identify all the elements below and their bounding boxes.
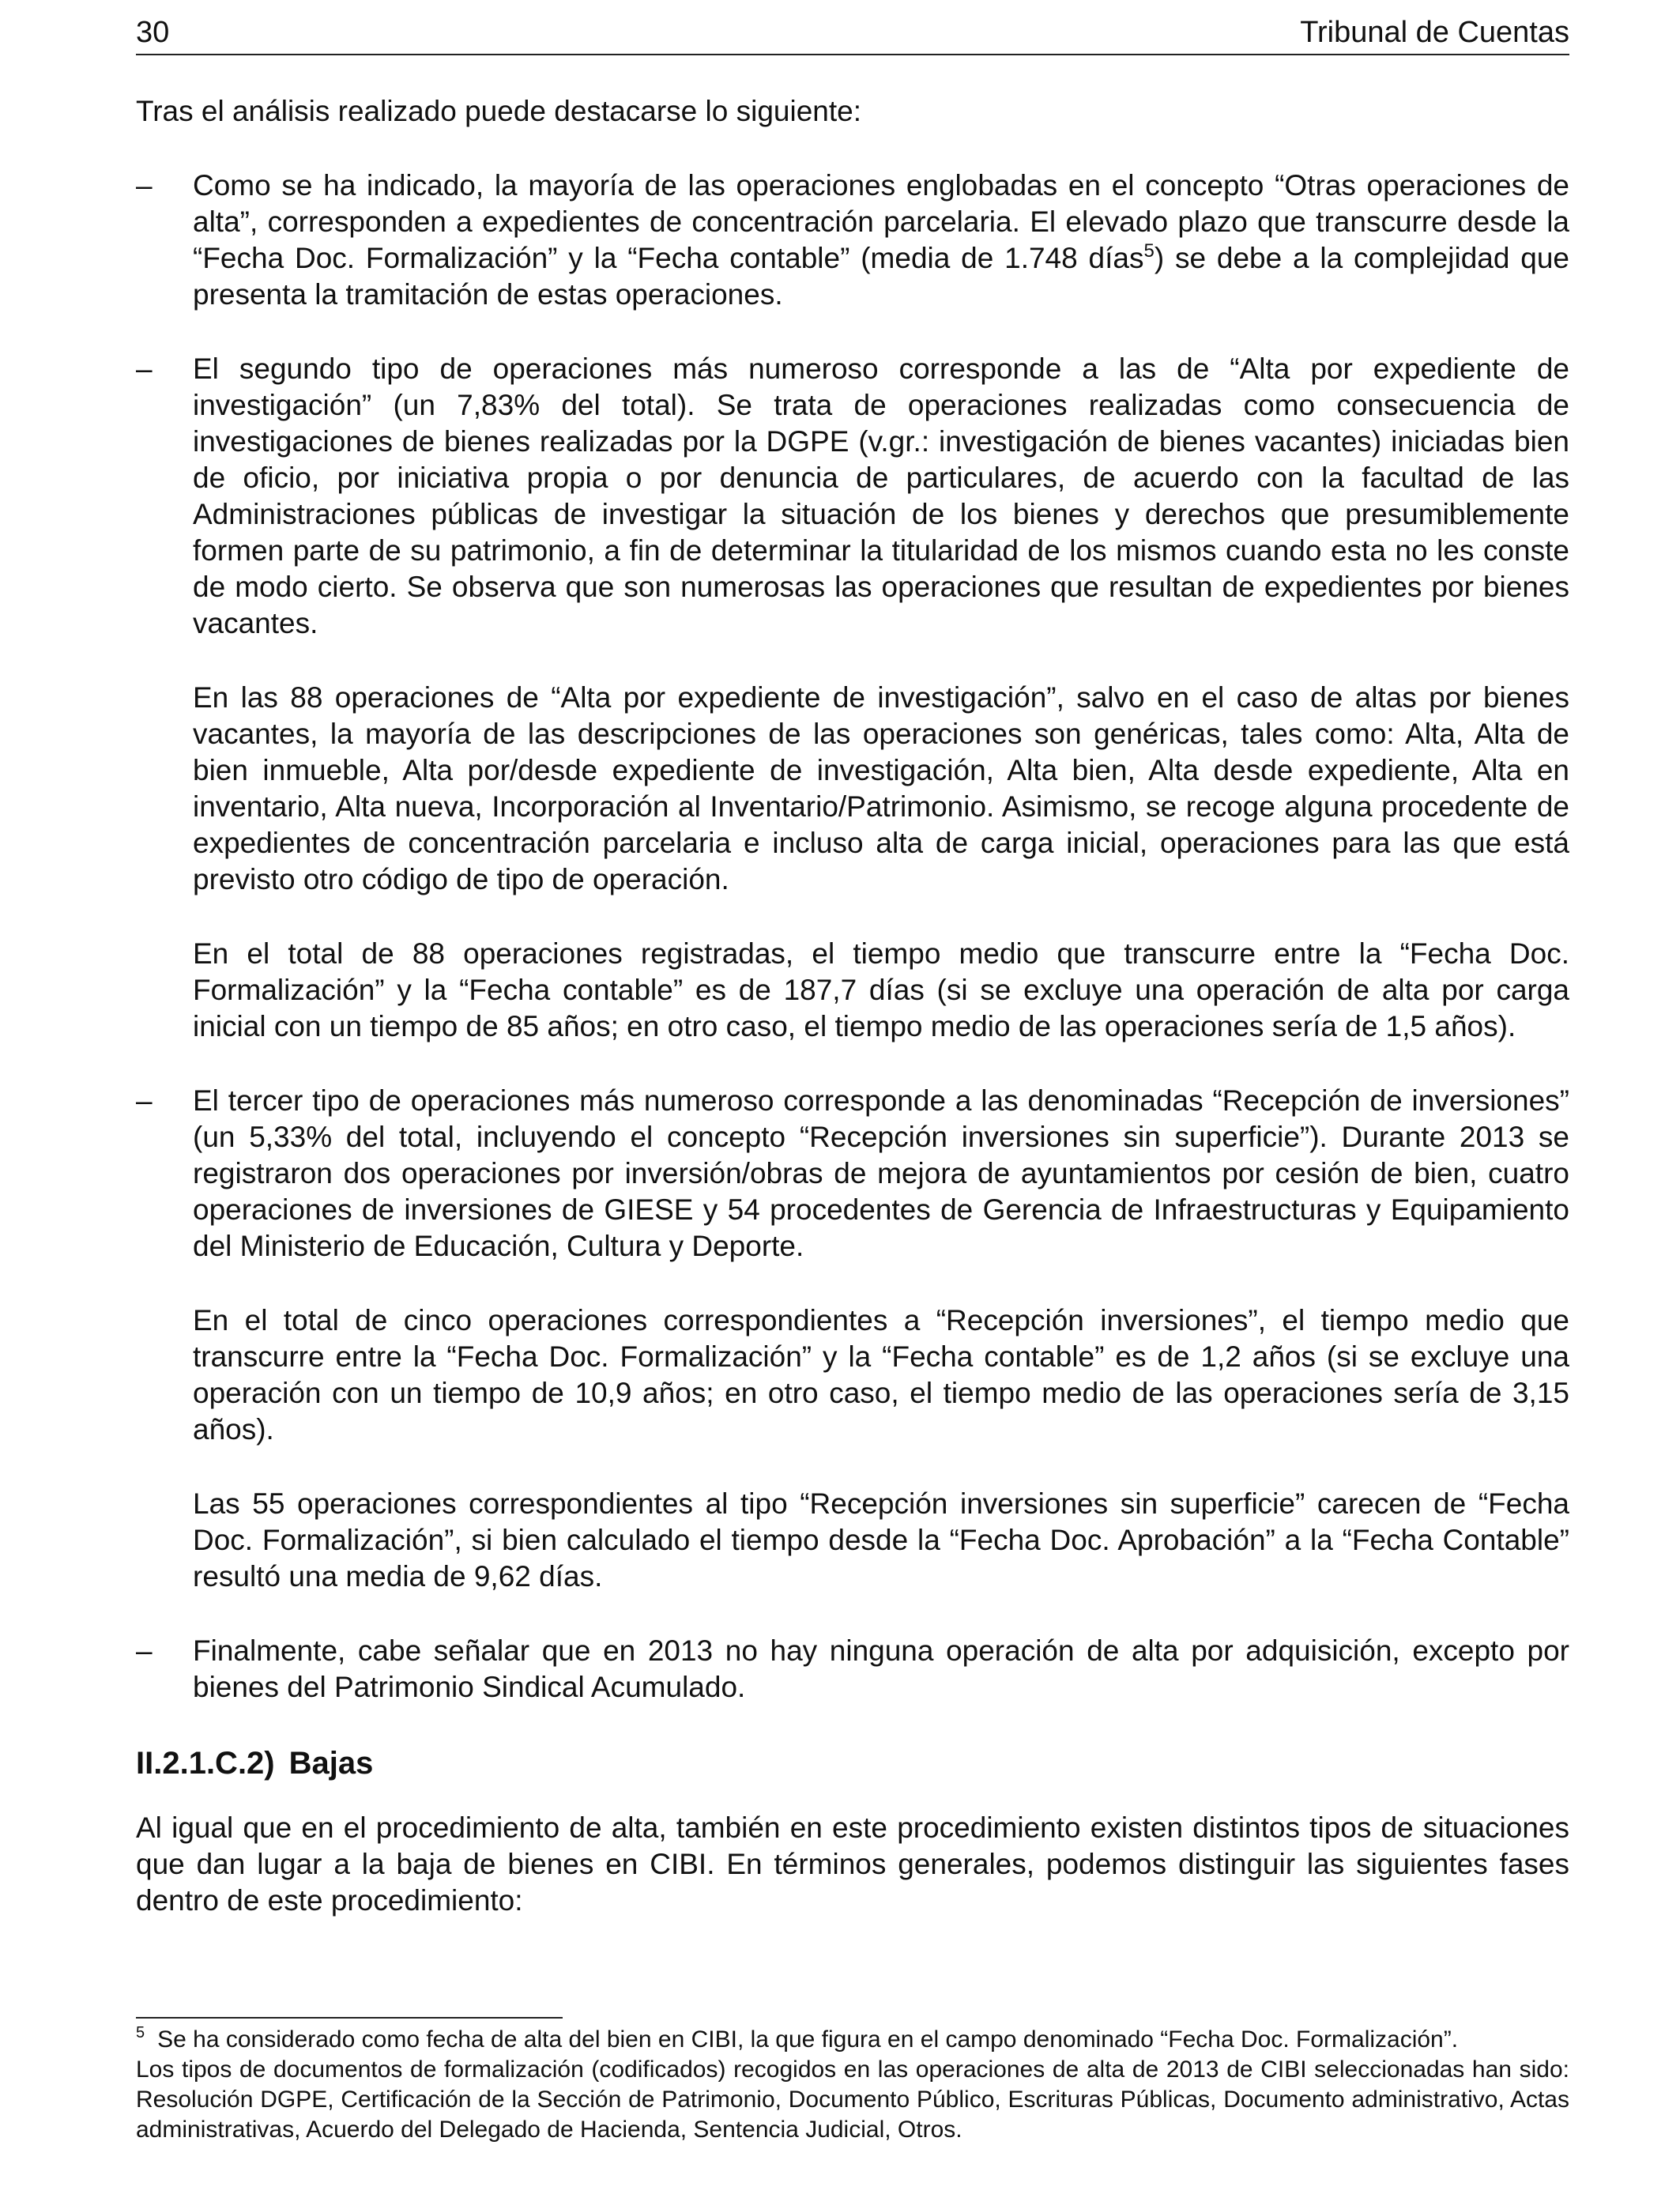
page-number: 30 xyxy=(136,16,170,49)
footnote-5 xyxy=(136,2025,1569,2055)
bullet-paragraph: El segundo tipo de operaciones más numeroso corresponde a las de “Alta por expediente de investigación” (un 7,83% del total). Se trata de operaciones realizadas como consecuencia de investigaciones de bienes realizadas por la DGPE (v.gr.: investigación de bienes vacantes) iniciadas bien de oficio, por iniciativa propia o por denuncia de particulares, de acuerdo con la facultad de las Administraciones públicas de investigar la situación de los bienes y derechos que presumiblemente formen parte de su patrimonio, a fin de determinar la titularidad de los mismos cuando esta no les conste de modo cierto. Se observa que son numerosas las operaciones que resultan de expedientes por bienes vacantes. xyxy=(193,352,1569,639)
sub-paragraph: En el total de cinco operaciones correspondientes a “Recepción inversiones”, el tiempo medio que transcurre entre la “Fecha Doc. Formalización” y la “Fecha contable” es de 1,2 años (si se excluye una operación con un tiempo de 10,9 años; en otro caso, el tiempo medio de las operaciones sería de 3,15 años). xyxy=(193,1304,1569,1446)
sub-paragraph: En las 88 operaciones de “Alta por expediente de investigación”, salvo en el caso de altas por bienes vacantes, la mayoría de las descripciones de las operaciones son genéricas, tales como: Alta, Alta de bien inmueble, Alta por/desde expediente de investigación, Alta bien, Alta desde expediente, Alta en inventario, Alta nueva, Incorporación al Inventario/Patrimonio. Asimismo, se recoge alguna procedente de expedientes de concentración parcelaria e incluso alta de carga inicial, operaciones para las que está previsto otro código de tipo de operación. xyxy=(193,681,1569,895)
page-header xyxy=(136,11,1569,55)
intro-paragraph: Tras el análisis realizado puede destacarse lo siguiente: xyxy=(136,95,861,127)
bullet-item xyxy=(136,168,1569,313)
footnote-separator xyxy=(136,2017,563,2019)
bullet-paragraph xyxy=(193,168,1569,313)
footnotes xyxy=(136,2025,1569,2145)
header-title: Tribunal de Cuentas xyxy=(1300,16,1569,49)
section-paragraph: Al igual que en el procedimiento de alta, también en este procedimiento existen distintos tipos de situaciones que dan lugar a la baja de bienes en CIBI. En términos generales, podemos distinguir las siguientes fases dentro de este procedimiento: xyxy=(136,1811,1569,1917)
footnote-text: Se ha considerado como fecha de alta del bien en CIBI, la que figura en el campo denominado “Fecha Doc. Formalización”. xyxy=(157,2026,1459,2053)
bullet-dash: – xyxy=(136,352,153,385)
bullet-paragraph: El tercer tipo de operaciones más numeroso corresponde a las denominadas “Recepción de inversiones” (un 5,33% del total, incluyendo el concepto “Recepción inversiones sin superficie”). Durante 2013 se registraron dos operaciones por inversión/obras de mejora de ayuntamientos por cesión de bien, cuatro operaciones de inversiones de GIESE y 54 procedentes de Gerencia de Infraestructuras y Equipamiento del Ministerio de Educación, Cultura y Deporte. xyxy=(193,1084,1569,1262)
sub-paragraph: En el total de 88 operaciones registradas, el tiempo medio que transcurre entre la “Fecha Doc. Formalización” y la “Fecha contable” es de 187,7 días (si se excluye una operación de alta por carga inicial con un tiempo de 85 años; en otro caso, el tiempo medio de las operaciones sería de 1,5 años). xyxy=(193,937,1569,1042)
bullet-item xyxy=(136,1633,1569,1706)
bullet-text: Como se ha indicado, la mayoría de las operaciones englobadas en el concepto “Otras operaciones de alta”, corresponden a expedientes de concentración parcelaria. El elevado plazo que transcurre desde la “Fecha Doc. Formalización” y la “Fecha contable” (media de 1.748 días xyxy=(193,169,1569,274)
footnote-mark: 5 xyxy=(136,2024,145,2041)
bullet-dash: – xyxy=(136,1634,153,1667)
bullet-dash: – xyxy=(136,1084,153,1117)
section-number: II.2.1.C.2) xyxy=(136,1746,275,1781)
section-title: Bajas xyxy=(288,1746,374,1781)
page-body xyxy=(136,93,1569,1919)
footnote-continuation: Los tipos de documentos de formalización (codificados) recogidos en las operaciones de alta de 2013 de CIBI seleccionadas han sido: Resolución DGPE, Certificación de la Sección de Patrimonio, Documento Público, Escrituras Públicas, Documento administrativo, Actas administrativas, Acuerdo del Delegado de Hacienda, Sentencia Judicial, Otros. xyxy=(136,2056,1569,2143)
bullet-dash: – xyxy=(136,169,153,202)
bullet-paragraph: Finalmente, cabe señalar que en 2013 no hay ninguna operación de alta por adquisición, excepto por bienes del Patrimonio Sindical Acumulado. xyxy=(193,1634,1569,1703)
footnote-reference: 5 xyxy=(1143,240,1155,262)
sub-paragraph: Las 55 operaciones correspondientes al tipo “Recepción inversiones sin superficie” carecen de “Fecha Doc. Formalización”, si bien calculado el tiempo desde la “Fecha Doc. Aprobación” a la “Fecha Contable” resultó una media de 9,62 días. xyxy=(193,1487,1569,1593)
bullet-item xyxy=(136,1083,1569,1595)
bullet-text-continued: ) se debe a la complejidad que presenta la tramitación de estas operaciones. xyxy=(193,242,1569,311)
bullet-item xyxy=(136,351,1569,1045)
section-heading xyxy=(136,1744,1569,1783)
